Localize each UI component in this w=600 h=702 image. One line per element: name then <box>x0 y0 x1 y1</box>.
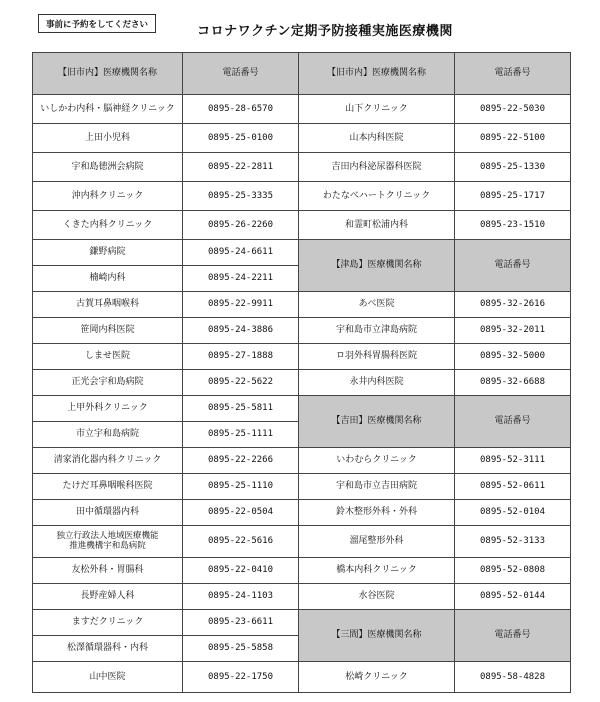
clinic-phone: 0895-23-6611 <box>183 610 299 636</box>
clinic-phone: 0895-25-1330 <box>455 153 571 182</box>
clinic-name: 溜尾整形外科 <box>299 526 455 558</box>
table-header-row <box>299 240 571 292</box>
table-row <box>33 396 299 422</box>
table-row <box>33 526 299 558</box>
clinic-name: 松崎クリニック <box>299 662 455 693</box>
clinic-name: 水谷医院 <box>299 584 455 610</box>
clinic-name: 吉田内科泌尿器科医院 <box>299 153 455 182</box>
table-row <box>299 662 571 693</box>
column-header-name: 【旧市内】医療機関名称 <box>299 53 455 95</box>
table-header-row <box>33 53 299 95</box>
clinic-phone: 0895-25-5811 <box>183 396 299 422</box>
table-header-row <box>299 396 571 448</box>
column-header-phone: 電話番号 <box>455 240 571 292</box>
table-row <box>299 124 571 153</box>
clinic-phone: 0895-32-2616 <box>455 292 571 318</box>
clinic-phone: 0895-52-3111 <box>455 448 571 474</box>
reservation-notice: 事前に予約をしてください <box>38 14 156 33</box>
table-row <box>33 292 299 318</box>
clinic-name: 宇和島市立吉田病院 <box>299 474 455 500</box>
clinic-phone: 0895-26-2260 <box>183 211 299 240</box>
table-row <box>33 95 299 124</box>
column-header-phone: 電話番号 <box>183 53 299 95</box>
clinic-name: たけだ耳鼻咽喉科医院 <box>33 474 183 500</box>
clinic-phone: 0895-32-6688 <box>455 370 571 396</box>
table-header-row <box>299 53 571 95</box>
table-row <box>299 292 571 318</box>
clinic-name: いしかわ内科・脳神経クリニック <box>33 95 183 124</box>
clinic-phone: 0895-25-3335 <box>183 182 299 211</box>
clinic-phone: 0895-52-3133 <box>455 526 571 558</box>
column-header-phone: 電話番号 <box>455 610 571 662</box>
table-row <box>299 448 571 474</box>
table-row <box>33 662 299 693</box>
clinic-name: ますだクリニック <box>33 610 183 636</box>
clinic-name: 鎌野病院 <box>33 240 183 266</box>
column-header-name: 【三間】医療機関名称 <box>299 610 455 662</box>
column-header-name: 【津島】医療機関名称 <box>299 240 455 292</box>
clinic-phone: 0895-52-0611 <box>455 474 571 500</box>
clinic-phone: 0895-24-2211 <box>183 266 299 292</box>
clinic-name: 独立行政法人地域医療機能 推進機構宇和島病院 <box>33 526 183 558</box>
table-row <box>33 211 299 240</box>
clinic-name: 鈴木整形外科・外科 <box>299 500 455 526</box>
clinic-phone: 0895-23-1510 <box>455 211 571 240</box>
clinic-name: 宇和島市立津島病院 <box>299 318 455 344</box>
table-row <box>33 584 299 610</box>
table-row <box>33 240 299 266</box>
table-row <box>33 370 299 396</box>
clinic-name: 清家消化器内科クリニック <box>33 448 183 474</box>
clinic-name: しませ医院 <box>33 344 183 370</box>
clinic-name: わたなべハートクリニック <box>299 182 455 211</box>
clinic-name: 笹岡内科医院 <box>33 318 183 344</box>
column-header-phone: 電話番号 <box>455 396 571 448</box>
clinic-phone: 0895-22-0410 <box>183 558 299 584</box>
clinic-phone: 0895-22-0504 <box>183 500 299 526</box>
table-row <box>299 182 571 211</box>
clinic-name: 橋本内科クリニック <box>299 558 455 584</box>
clinic-phone: 0895-25-1110 <box>183 474 299 500</box>
clinic-name: 永井内科医院 <box>299 370 455 396</box>
clinic-phone: 0895-25-1111 <box>183 422 299 448</box>
table-row <box>299 95 571 124</box>
clinic-name: いわむらクリニック <box>299 448 455 474</box>
clinic-phone: 0895-24-6611 <box>183 240 299 266</box>
clinic-name: 山中医院 <box>33 662 183 693</box>
clinic-name: ロ羽外科胃腸科医院 <box>299 344 455 370</box>
clinic-phone: 0895-25-0100 <box>183 124 299 153</box>
clinic-phone: 0895-22-1750 <box>183 662 299 693</box>
clinic-name: 上甲外科クリニック <box>33 396 183 422</box>
clinic-phone: 0895-32-2011 <box>455 318 571 344</box>
clinic-phone: 0895-22-2266 <box>183 448 299 474</box>
clinic-name: 市立宇和島病院 <box>33 422 183 448</box>
table-row <box>299 500 571 526</box>
clinic-phone: 0895-52-0104 <box>455 500 571 526</box>
table-row <box>33 610 299 636</box>
table-row <box>33 558 299 584</box>
clinic-name: 上田小児科 <box>33 124 183 153</box>
clinic-phone: 0895-24-3886 <box>183 318 299 344</box>
table-row <box>299 558 571 584</box>
table-row <box>33 500 299 526</box>
clinic-phone: 0895-22-9911 <box>183 292 299 318</box>
clinic-name: 沖内科クリニック <box>33 182 183 211</box>
clinic-phone: 0895-25-1717 <box>455 182 571 211</box>
page-title: コロナワクチン定期予防接種実施医療機関 <box>197 24 453 39</box>
clinic-name: 古賀耳鼻咽喉科 <box>33 292 183 318</box>
table-row <box>33 422 299 448</box>
table-row <box>299 153 571 182</box>
clinic-name: 楠崎内科 <box>33 266 183 292</box>
clinic-name: 松澤循環器科・内科 <box>33 636 183 662</box>
table-row <box>33 344 299 370</box>
clinic-phone: 0895-22-5100 <box>455 124 571 153</box>
table-row <box>299 370 571 396</box>
table-row <box>299 344 571 370</box>
clinic-name: くきた内科クリニック <box>33 211 183 240</box>
clinic-phone: 0895-25-5858 <box>183 636 299 662</box>
clinic-name: 宇和島徳洲会病院 <box>33 153 183 182</box>
table-row <box>33 266 299 292</box>
clinic-phone: 0895-22-2811 <box>183 153 299 182</box>
table-row <box>299 584 571 610</box>
clinic-name: あべ医院 <box>299 292 455 318</box>
table-row <box>299 318 571 344</box>
clinic-phone: 0895-28-6570 <box>183 95 299 124</box>
table-row <box>299 474 571 500</box>
table-row <box>33 182 299 211</box>
clinic-name: 山下クリニック <box>299 95 455 124</box>
clinic-phone: 0895-22-5030 <box>455 95 571 124</box>
clinic-name: 和霊町松浦内科 <box>299 211 455 240</box>
clinic-name: 正光会宇和島病院 <box>33 370 183 396</box>
table-row <box>33 124 299 153</box>
clinic-phone: 0895-27-1888 <box>183 344 299 370</box>
clinic-phone: 0895-58-4828 <box>455 662 571 693</box>
column-header-name: 【旧市内】医療機関名称 <box>33 53 183 95</box>
clinic-phone: 0895-22-5616 <box>183 526 299 558</box>
table-row <box>33 448 299 474</box>
table-row <box>33 318 299 344</box>
clinic-phone: 0895-32-5000 <box>455 344 571 370</box>
clinic-name: 山本内科医院 <box>299 124 455 153</box>
table-row <box>33 153 299 182</box>
clinic-name: 友松外科・胃腸科 <box>33 558 183 584</box>
clinic-phone: 0895-22-5622 <box>183 370 299 396</box>
table-row <box>299 526 571 558</box>
table-header-row <box>299 610 571 662</box>
column-header-phone: 電話番号 <box>455 53 571 95</box>
right-clinic-table <box>298 52 571 693</box>
clinic-name: 長野産婦人科 <box>33 584 183 610</box>
column-header-name: 【吉田】医療機関名称 <box>299 396 455 448</box>
clinic-phone: 0895-52-0808 <box>455 558 571 584</box>
clinic-phone: 0895-52-0144 <box>455 584 571 610</box>
table-row <box>33 474 299 500</box>
left-clinic-table <box>32 52 299 693</box>
clinic-phone: 0895-24-1103 <box>183 584 299 610</box>
table-row <box>33 636 299 662</box>
clinic-name: 田中循環器内科 <box>33 500 183 526</box>
table-row <box>299 211 571 240</box>
